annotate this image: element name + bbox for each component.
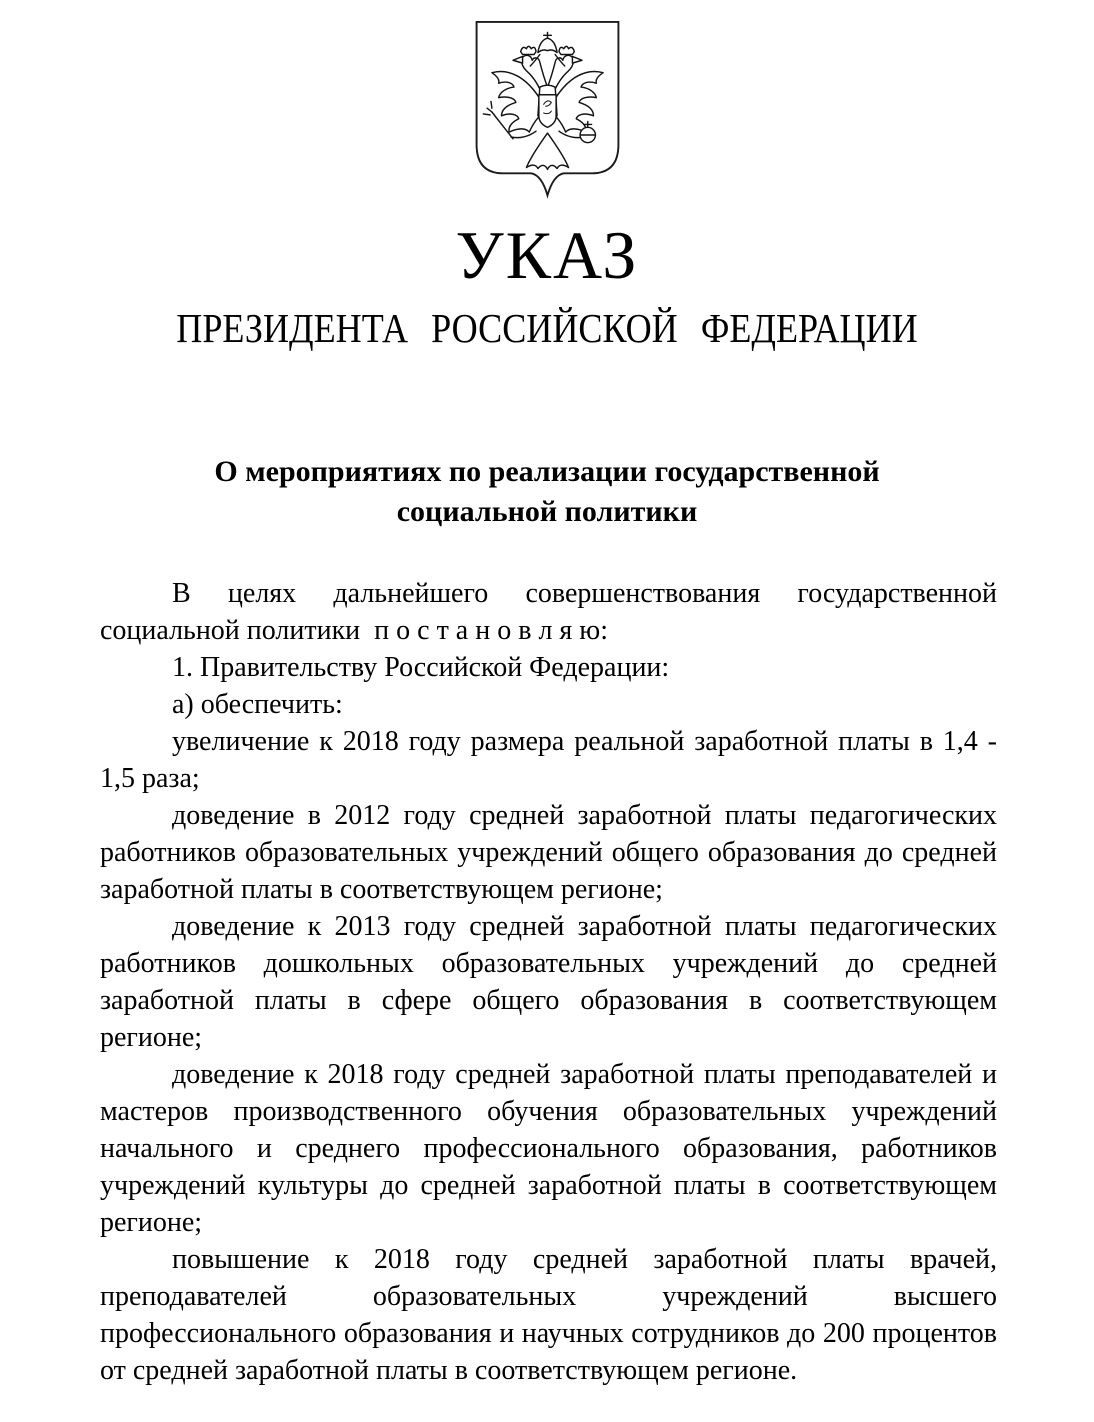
paragraph-measure-5: повышение к 2018 году средней заработной платы врачей, преподавателей образовательных учреждений высшего профессионального образования и научных сотрудников до 200 процентов от средней заработной платы в соответствующем регионе. (100, 1244, 997, 1386)
document-title: УКАЗ (455, 217, 639, 293)
document-subject (0, 452, 1094, 532)
paragraph-measure-1: увеличение к 2018 году размера реальной заработной платы в 1,4 - 1,5 раза; (100, 726, 997, 794)
document-body (100, 575, 997, 1389)
paragraph-measure-3: доведение к 2013 году средней заработной платы педагогических работников дошкольных образовательных учреждений до средней заработной платы в сфере общего образования в соответствующем регионе; (100, 911, 997, 1053)
document-issuer: ПРЕЗИДЕНТА РОССИЙСКОЙ ФЕДЕРАЦИИ (176, 305, 918, 351)
subject-line-1: О мероприятиях по реализации государственной (214, 455, 880, 488)
russia-coat-of-arms-icon (470, 20, 625, 204)
subject-line-2: социальной политики (396, 495, 698, 528)
paragraph-item-1a: а) обеспечить: (172, 689, 343, 720)
paragraph-measure-4: доведение к 2018 году средней заработной платы преподавателей и мастеров производственного обучения образовательных учреждений начального и среднего профессионального образования, работников учреждений культуры до средней заработной платы в соответствующем регионе; (100, 1059, 997, 1238)
paragraph-measure-2: доведение в 2012 году средней заработной платы педагогических работников образовательных учреждений общего образования до средней заработной платы в соответствующем регионе; (100, 800, 997, 905)
paragraph-preamble: В целях дальнейшего совершенствования государственной социальной политики п о с т а н о в л я ю: (100, 578, 997, 646)
paragraph-item-1: 1. Правительству Российской Федерации: (172, 652, 670, 683)
